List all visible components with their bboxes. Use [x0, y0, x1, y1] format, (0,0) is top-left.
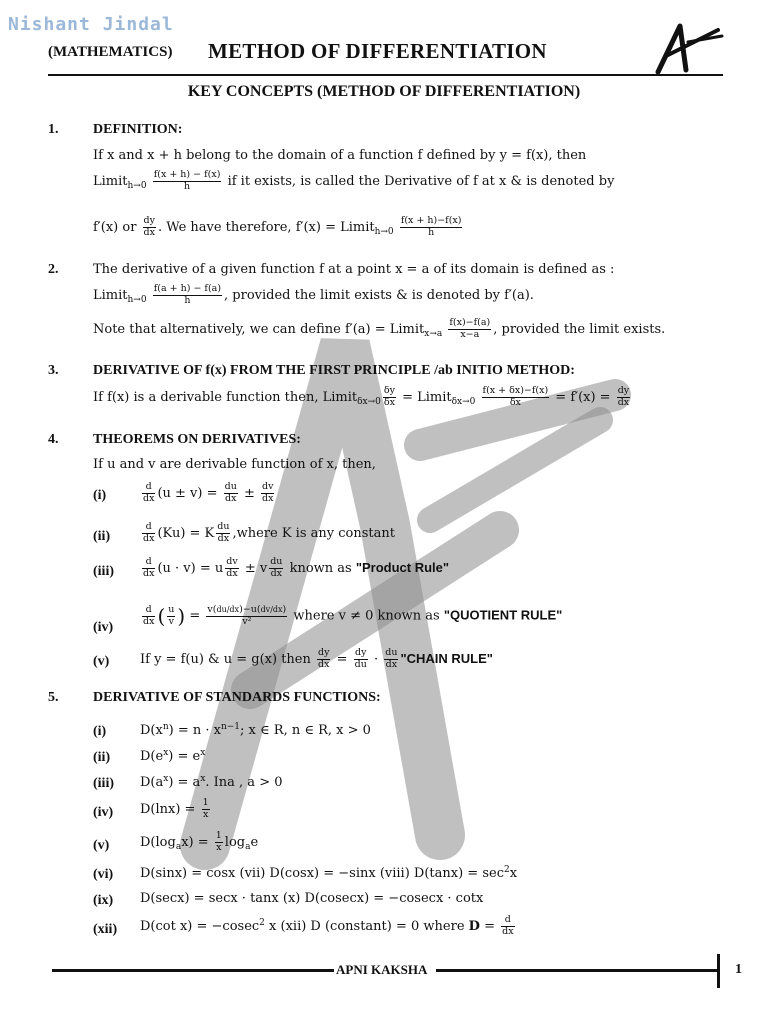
theorem-ii-label: (ii): [93, 529, 111, 544]
theorem-iii-formula: $\frac{d}{dx}$ (u · v) = u $\frac{dv}{dx}$ ± v $\frac{du}{dx}$ known as "Product Rule": [143, 556, 450, 579]
section-2-formula-1: Limit$_{h\to 0}$ $\frac{f(a + h) - f(a)}{h}$ , provided the limit exists & is denoted by f′(a).: [93, 283, 534, 306]
section-2-line-3: Note that alternatively, we can define f′(a) = Limit: [93, 321, 425, 337]
section-3-heading: DERIVATIVE OF f(x) FROM THE FIRST PRINCIPLE /ab INITIO METHOD:: [93, 363, 575, 378]
section-2-line-1: The derivative of a given function f at a point x = a of its domain is defined as :: [93, 262, 615, 277]
std-xii-formula: D(cot x) = −cosec$^2$ x (xii) D (constant) = 0 where D = $\frac{d}{dx}$: [140, 914, 514, 937]
section-2-line-2: , provided the limit exists & is denoted by f′(a).: [224, 287, 534, 303]
std-ii-label: (ii): [93, 750, 111, 765]
footer-brand: APNI KAKSHA: [336, 962, 428, 977]
section-4-heading: THEOREMS ON DERIVATIVES:: [93, 432, 301, 447]
std-i-formula: $D(x^n) = n \cdot x^{n-1}$; x ∈ R, n ∈ R, x > 0: [140, 722, 371, 738]
subject-label: (MATHEMATICS): [48, 44, 173, 60]
theorem-iv-label: (iv): [93, 620, 114, 635]
section-1-formula-1: Limit$_{h\to 0}$ $\frac{f(x + h) - f(x)}{h}$ if it exists, is called the Derivative of f at x & is denoted by: [93, 169, 615, 192]
section-5-number: 5.: [48, 690, 59, 705]
section-3-number: 3.: [48, 363, 59, 378]
theorem-ii-formula: $\frac{d}{dx}$ (Ku) = K $\frac{du}{dx}$ ,where K is any constant: [143, 521, 395, 544]
std-i-label: (i): [93, 724, 107, 739]
section-2-number: 2.: [48, 262, 59, 277]
section-1-line-2: if it exists, is called the Derivative of f at x & is denoted by: [227, 173, 615, 189]
footer-rule-left: [52, 969, 334, 972]
author-name: Nishant Jindal: [8, 14, 174, 35]
std-ii-formula: $D(e^x) = e^x$: [140, 748, 206, 764]
section-2-line-4: , provided the limit exists.: [493, 321, 666, 337]
std-ix-label: (ix): [93, 893, 114, 908]
std-vi-formula: D(sinx) = cosx (vii) D(cosx) = −sinx (viii) $D(\tan x) = \sec^2x$: [140, 865, 518, 881]
page-number: 1: [735, 962, 742, 977]
section-4-number: 4.: [48, 432, 59, 447]
theorem-v-label: (v): [93, 654, 110, 669]
theorem-iii-label: (iii): [93, 564, 114, 579]
std-xii-label: (xii): [93, 922, 118, 937]
section-2-formula-2: Note that alternatively, we can define f′(a) = Limit$_{x\to a}$ $\frac{f(x)-f(a)}{x-a}$ , provided the limit exists.: [93, 317, 666, 340]
footer-vertical-bar: [717, 954, 720, 988]
footer-rule-right: [436, 969, 718, 972]
section-3-formula: If f(x) is a derivable function then, Limit$_{\delta x\to 0}$ $\frac{\delta y}{\delta x}$ = Limit$_{\delta x\to 0}$ $\frac{f(x + \delta x)-f(x)}{\delta x}$ = f′(x) = $\frac{dy}{dx}$: [93, 385, 630, 408]
key-concepts-heading: KEY CONCEPTS (METHOD OF DIFFERENTIATION): [187, 83, 581, 100]
std-vi-label: (vi): [93, 867, 114, 882]
theorem-i-formula: $\frac{d}{dx}$ (u ± v) = $\frac{du}{dx}$ ± $\frac{dv}{dx}$: [143, 481, 274, 504]
std-iv-label: (iv): [93, 805, 114, 820]
std-iii-formula: $D(a^x) = a^x$. Ina , a > 0: [140, 774, 283, 790]
std-iv-formula: D(lnx) = $\frac{1}{x}$: [140, 797, 209, 820]
theorem-v-formula: If y = f(u) & u = g(x) then $\frac{dy}{dx}$ = $\frac{dy}{du}$ · $\frac{du}{dx}$ "CHAIN RULE": [140, 647, 493, 670]
std-ix-formula: D(secx) = secx · tanx (x) D(cosecx) = −cosecx · cotx: [140, 891, 484, 906]
std-iii-label: (iii): [93, 776, 114, 791]
std-v-formula: $D(\log_ax)$ = $\frac{1}{x}$ $\log_ae$: [140, 830, 259, 853]
header-divider: [48, 74, 723, 76]
section-4-line-1: If u and v are derivable function of x, then,: [93, 457, 376, 472]
section-5-heading: DERIVATIVE OF STANDARDS FUNCTIONS:: [93, 690, 381, 705]
section-1-number: 1.: [48, 122, 59, 137]
std-v-label: (v): [93, 838, 110, 853]
section-1-line-3: . We have therefore, f′(x) = Limit: [158, 219, 375, 235]
section-1-formula-2: f′(x) or $\frac{dy}{dx}$ . We have therefore, f′(x) = Limit$_{h\to 0}$ $\frac{f(x + h)-f(x)}{h}$: [93, 215, 462, 238]
theorem-iv-formula: $\frac{d}{dx}$ ( $\frac{u}{v}$ ) = $\frac{v(du/dx)-u(dv/dx)}{\text{v²}}$ where v ≠ 0 known as "QUOTIENT RULE": [143, 603, 563, 628]
section-1-line-1: If x and x + h belong to the domain of a function f defined by y = f(x), then: [93, 148, 587, 163]
page-title: METHOD OF DIFFERENTIATION: [208, 39, 547, 63]
theorem-i-label: (i): [93, 488, 107, 503]
brand-logo-icon: [652, 22, 724, 76]
section-1-heading: DEFINITION:: [93, 122, 183, 137]
section-3-line-1: If f(x) is a derivable function then, Limit: [93, 389, 358, 405]
